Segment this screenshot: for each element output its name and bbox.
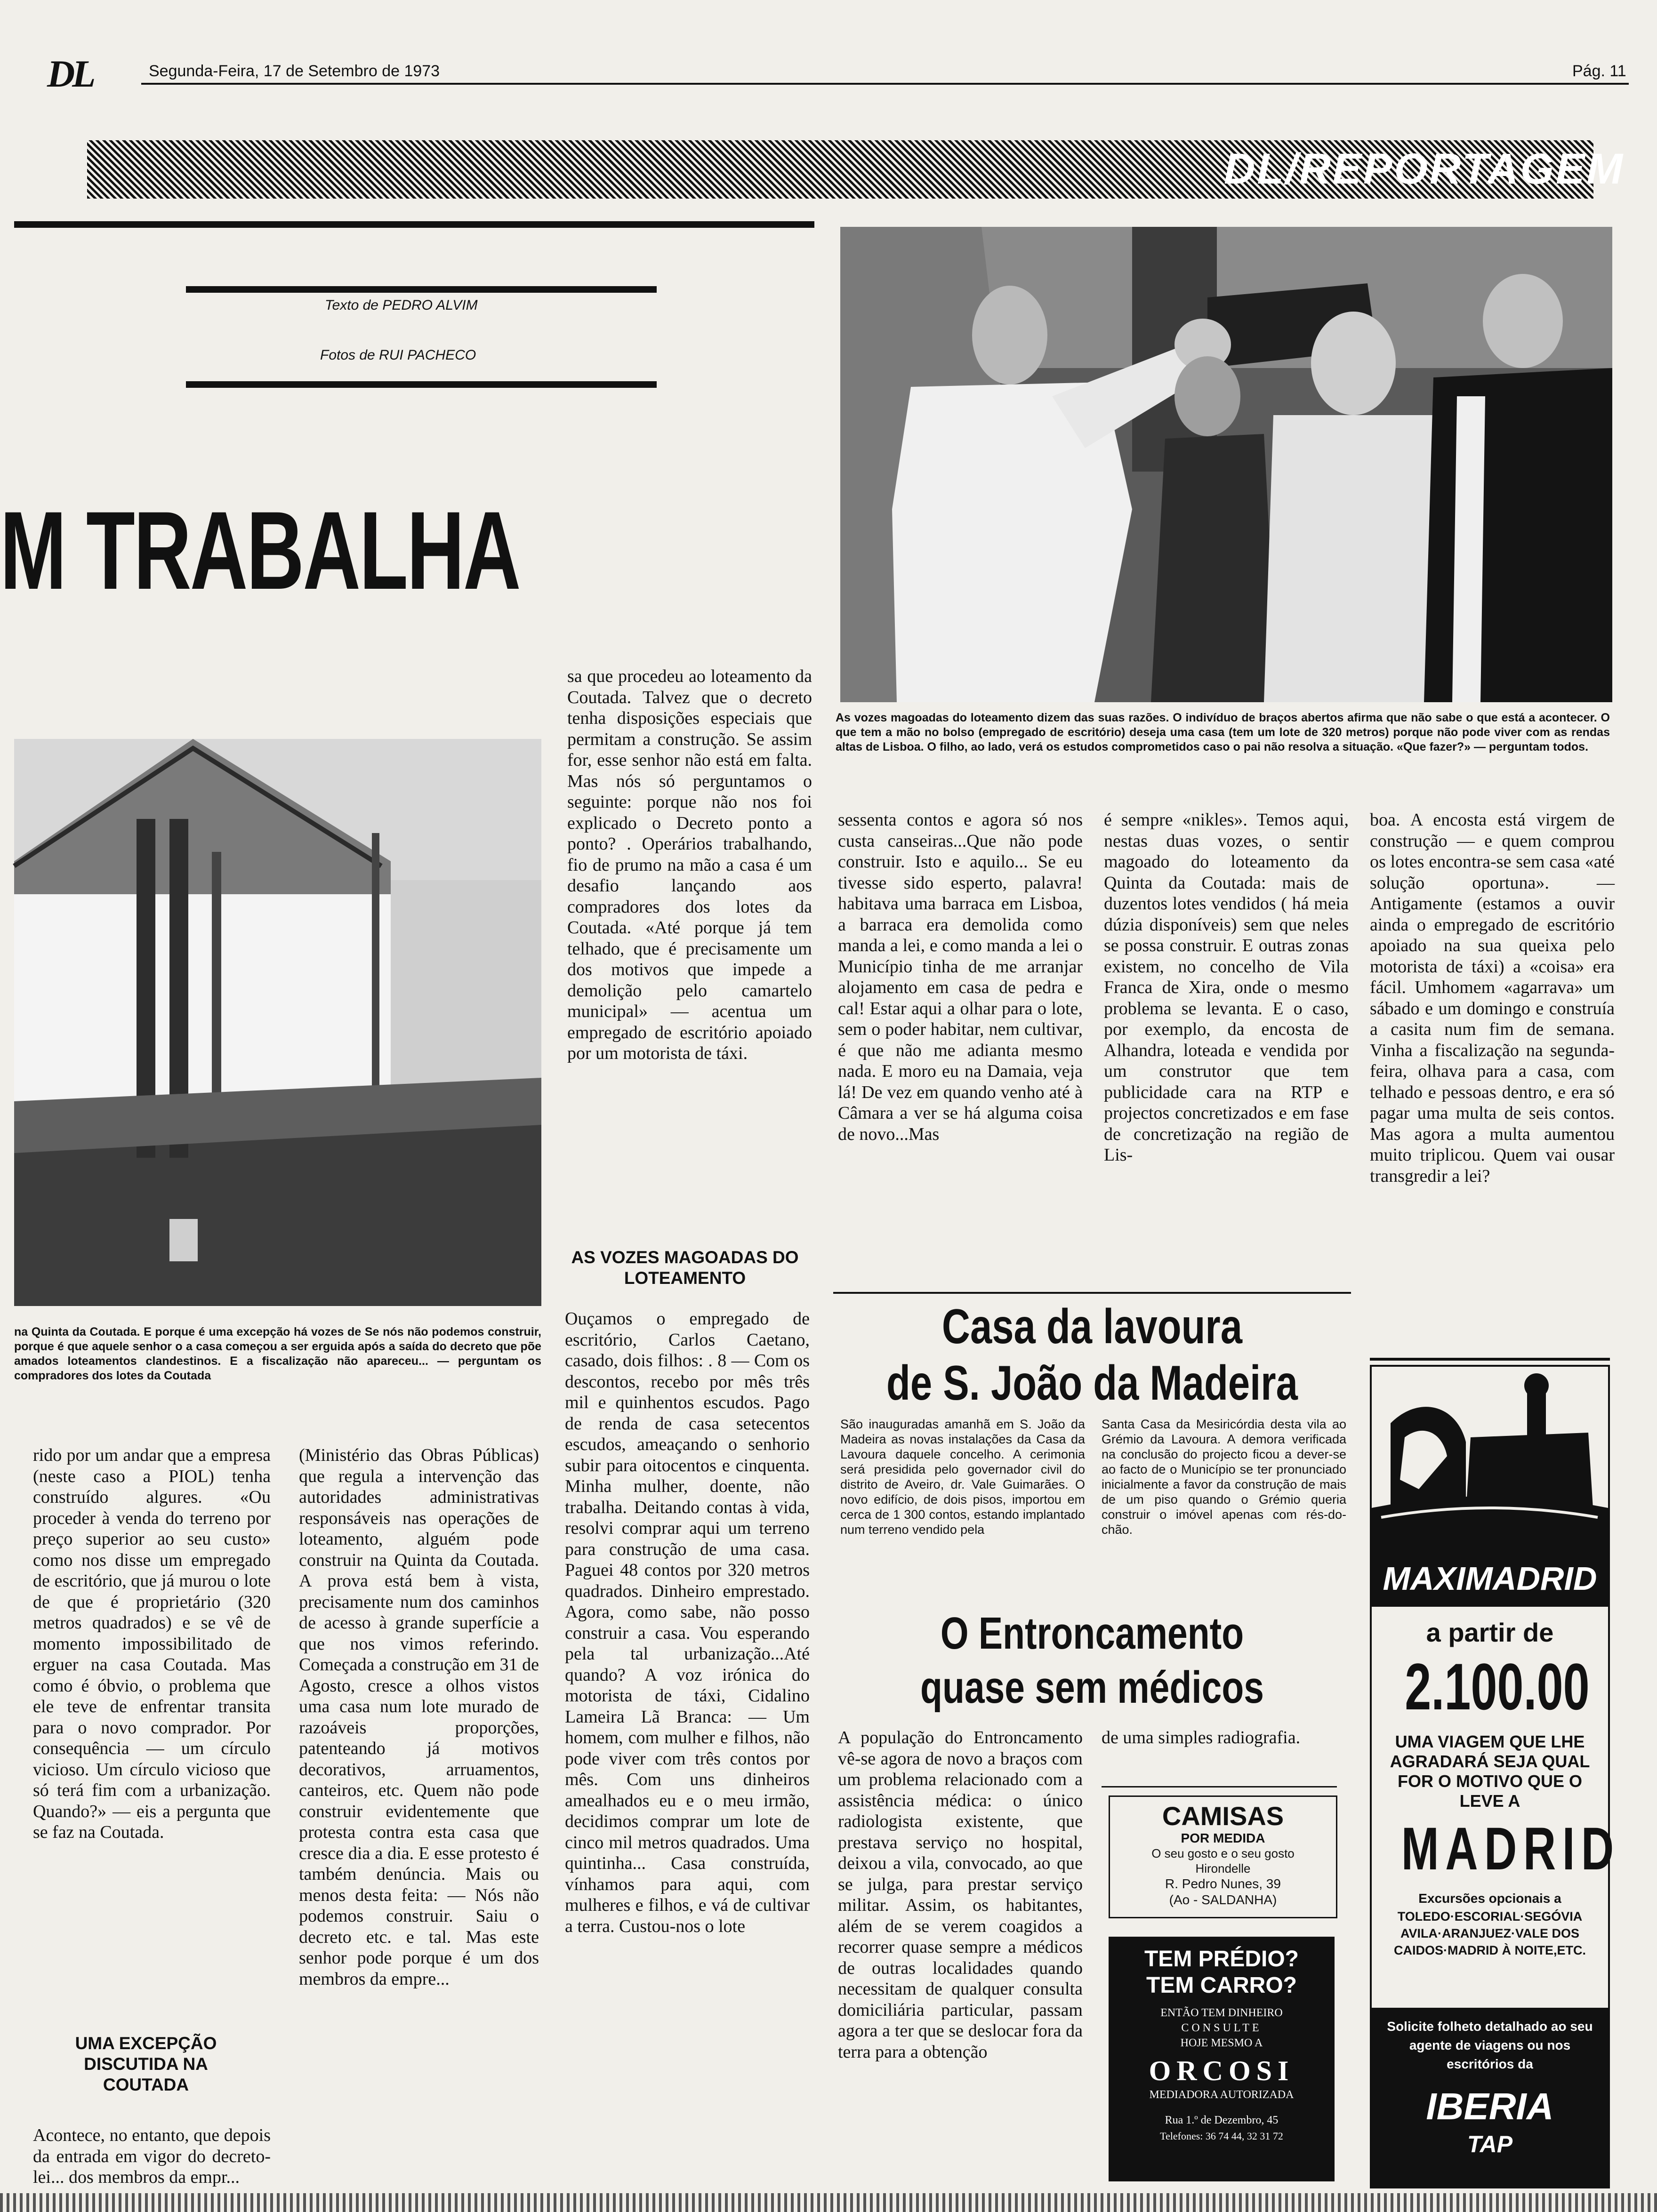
ad-iberia-tagline: UMA VIAGEM QUE LHE AGRADARÁ SEJA QUAL FOR O MOTIVO QUE O LEVE A [1390,1732,1590,1811]
photo-caption-top: As vozes magoadas do loteamento dizem das suas razões. O indivíduo de braços abertos afirma que não sabe o que está a acontecer. O que tem a mão no bolso (empregado de escritório) deseja uma casa (tem um lote de 320 metros) porque não pode viver com as rendas altas de Lisboa. O filho, ao lado, verá os estudos comprometidos caso o pai não resolva a situação. «Que fazer?» — perguntam todos. [836,711,1610,753]
entroncamento-column-rule [1102,1786,1337,1787]
ad-orcosi-address: Rua 1.º de Dezembro, 45 [1165,2114,1279,2126]
lavoura-title-1: Casa da lavoura [941,1299,1243,1354]
lavoura-title-2: de S. João da Madeira [886,1356,1298,1411]
page-bottom-border [0,2193,1657,2212]
iberia-ad-rule [1370,1358,1610,1361]
ad-orcosi-line4: CONSULTE [1181,2022,1262,2034]
lavoura-column-b: Santa Casa da Mesiricórdia desta vila ao Grémio da Lavoura. A demora verificada na conclusão do projecto ficou a dever-se ao facto de o Município se ter pronunciado inicialmente a favor da construção de mais de um piso quando o Grémio queria construir o imóvel apenas com rés-do-chão. [1102,1417,1346,1537]
article-column-bottom-1b: Acontece, no entanto, que depois da entrada em vigor do decreto-lei... dos membros da empr... [33,2125,271,2187]
photo-caption-house: na Quinta da Coutada. E porque é uma excepção há vozes de Se nós não podemos construir, porque é que aquele senhor o a casa começou a ser erguida após a saída do decreto que põe amados loteamentos clandestinos. E a fiscalização não apareceu... — perguntam os compradores dos lotes da Coutada [14,1325,541,1382]
masthead-rule [141,83,1629,85]
entroncamento-title-1: O Entroncamento [940,1608,1244,1659]
article-column-6: boa. A encosta está virgem de construção — e quem comprou os lotes encontra-se sem casa «até solução oportuna». — Antigamente (estamos a ouvir ainda o empregado de escritório apoiado na sua queixa pelo motorista de táxi) a «coisa» era fácil. Umhomem «agarrava» um sábado e um domingo e construía a casita num fim de semana. Vinha a fiscalização na segunda-feira, olhava para a casa, com telhado e pessoas dentro, e era só pagar uma multa de seis contos. Mas agora a multa aumentou muito triplicou. Quem vai ousar transgredir a lei? [1370,810,1615,1186]
subhead-uma-excepcao: UMA EXCEPÇÃO DISCUTIDA NA COUTADA [75,2034,217,2094]
ad-camisas-title: CAMISAS [1162,1801,1284,1831]
ad-camisas [1109,1795,1337,1918]
photo-house-construction [14,739,541,1306]
ad-orcosi-name: ORCOSI [1149,2055,1295,2086]
credit-rule-bottom [186,381,657,388]
ad-iberia-excursions-title: Excursões opcionais a [1418,1891,1561,1906]
entroncamento-column-b: de uma simples radiografia. [1102,1728,1301,1747]
ad-iberia-brand: MAXIMADRID [1372,1550,1608,1607]
lavoura-rule-top [833,1292,1351,1294]
ad-camisas-district: (Ao - SALDANHA) [1169,1892,1277,1907]
lavoura-column-a: São inauguradas amanhã em S. João da Madeira as novas instalações da Casa da Lavoura daquele concelho. A cerimonia será presidida pelo governador civil do distrito de Aveiro, dr. Vale Guimarães. O novo edifício, de dois pisos, importou em cerca de 1 300 contos, estando implantado num terreno vendido pela [840,1417,1085,1537]
issue-date: Segunda-Feira, 17 de Setembro de 1973 [149,62,440,80]
ad-iberia-from: a partir de [1426,1618,1554,1647]
ad-orcosi-line6: MEDIADORA AUTORIZADA [1149,2089,1294,2101]
photo-credit: Fotos de RUI PACHECO [320,347,476,363]
ad-camisas-sub: POR MEDIDA [1181,1831,1265,1845]
ad-orcosi-phones: Telefones: 36 74 44, 32 31 72 [1160,2130,1283,2142]
ad-iberia-cta: Solicite folheto detalhado ao seu agente de viagens ou nos escritórios da [1387,2019,1593,2071]
ad-orcosi-line2: TEM CARRO? [1146,1973,1297,1998]
ad-orcosi-line3: ENTÃO TEM DINHEIRO [1160,2007,1283,2019]
article-column-bottom-2: (Ministério das Obras Públicas) que regula a intervenção das autoridades administrativas responsáveis nas operações de loteamento, alguém pode construir na Quinta da Coutada. A prova está bem à vista, precisamente num dos caminhos de acesso à grande superfície a que nos vimos referindo. Começada a construção em 31 de Agosto, cresce a olhos vistos uma casa num lote murado de razoáveis proporções, patenteando já motivos decorativos, arruamentos, canteiros, etc. Quem não pode construir evidentemente que protesta contra esta casa que cresce dia a dia. E esse protesto é também denúncia. Mais ou menos desta feita: — Nós não podemos construir. Saiu o decreto etc. e tal. Mas este senhor pode porque é um dos membros da empre... [299,1445,539,1989]
text-credit: Texto de PEDRO ALVIM [325,297,478,313]
entroncamento-title-2: quase sem médicos [920,1662,1264,1713]
page-number: Pág. 11 [1572,62,1626,80]
article-column-bottom-1: rido por um andar que a empresa (neste caso a PIOL) tenha construído algures. «Ou proceder à venda do terreno por preço superior ao seu custo» como nos disse um empregado de escritório, que já murou o lote de que é proprietário (320 metros quadrados) e se vê de momento impossibilitado de erguer na casa Coutada. Mas como é óbvio, o problema que ele teve de enfrentar transita para o novo comprador. Por consequência — um círculo vicioso. Um círculo vicioso que só terá fim com a urbanização. Quando?» — eis a pergunta que se faz na Coutada. [33,1445,271,1842]
photo-people [840,227,1612,702]
iberia-logo: IBERIA [1426,2085,1554,2127]
left-top-rule [14,221,814,228]
entroncamento-column-a: A população do Entroncamento vê-se agora de novo a braços com um problema relacionado com a assistência médica: o único radiologista existente, que prestava serviço no hospital, deixou a vila, convocado, ao que se julga, para prestar serviço militar. Assim, os habitantes, além de se verem coagidos a recorrer quase sempre a médicos de outras localidades quando necessitam de qualquer consulta domiciliária particular, passam agora a ter que se deslocar fora da terra para a obtenção [838,1728,1083,2062]
ad-camisas-line2: Hirondelle [1195,1861,1251,1875]
article-column-top: sa que procedeu ao loteamento da Coutada. Talvez que o decreto tenha disposições especiais que permitam a construção. Se assim for, esse senhor não está em falta. Mas nós só perguntamos o seguinte: porque não nos foi explicado o Decreto ponto a ponto? . Operários trabalhando, fio de prumo na mão a casa é um desafio lançando aos compradores dos lotes da Coutada. «Até porque já tem telhado, que é precisamente um dos motivos que impede a demolição pelo camartelo municipal» — acentua um empregado de escritório apoiado por um motorista de táxi. [567,666,812,1063]
ad-iberia-cta-box [1372,2008,1608,2187]
section-banner-title: DL/REPORTAGEM [1224,145,1625,193]
ad-camisas-address: R. Pedro Nunes, 39 [1165,1876,1281,1891]
cibeles-fountain-illustration [1372,1367,1608,1550]
newspaper-logo: DL [47,52,93,95]
ad-iberia-excursions-list: TOLEDO·ESCORIAL·SEGÓVIA AVILA·ARANJUEZ·VALE DOS CAIDOS·MADRID À NOITE,ETC. [1394,1909,1586,1957]
ad-iberia-price: 2.100.00 [1405,1650,1590,1723]
ad-orcosi-line5: HOJE MESMO A [1180,2037,1263,2049]
ad-orcosi-line1: TEM PRÉDIO? [1144,1947,1299,1972]
ad-iberia [1370,1365,1620,2188]
article-column-3: Ouçamos o empregado de escritório, Carlos Caetano, casado, dois filhos: . 8 — Com os descontos, recebo por mês três mil e quinhentos escudos. Pago de renda de casa setecentos escudos, ameaçando o senhorio subir para oitocentos e cinquenta. Minha mulher, doente, não trabalha. Deitando contas à vida, resolvi comprar aqui um terreno para construção de uma casa. Paguei 48 contos por 320 metros quadrados. Dinheiro emprestado. Agora, como sabe, não posso construir a casa. Vou esperando pela tal urbanização...Até quando? A voz irónica do motorista de táxi, Cidalino Lameira Lã Branca: — Um homem, com mulher e filhos, não pode viver com três contos por mês. Com uns dinheiros amealhados eu e o meu irmão, decidimos comprar um lote de cinco mil metros quadrados. Uma quintinha... Casa construída, vínhamos para aqui, com mulheres e filhos, e vá de cultivar a terra. Custou-nos o lote [565,1309,810,1936]
ad-camisas-line1: O seu gosto e o seu gosto [1151,1846,1295,1860]
article-column-4: sessenta contos e agora só nos custa canseiras...Que não pode construir. Isto e aquilo... Se eu tivesse sido esperto, palavra! habitava uma barraca em Lisboa, a barraca era demolida como manda a lei, e como manda a lei o Município tinha de me arranjar alojamento em casa de pedra e cal! Estar aqui a olhar para o lote, sem o poder habitar, nem cultivar, é que não me adianta mesmo nada. E moro eu na Damaia, veja lá! De vez em quando venho até à Câmara a ver se há alguma coisa de novo...Mas [838,810,1083,1144]
tap-logo: TAP [1467,2131,1513,2157]
article-headline: M TRABALHA [0,489,520,613]
ad-iberia-city: MADRID [1401,1815,1620,1883]
article-column-5: é sempre «nikles». Temos aqui, nestas duas vozes, o sentir magoado do loteamento da Quinta da Coutada: mais de duzentos lotes vendidos ( há meia dúzia disponíveis) sem que neles se possa construir. E outras zonas existem, no concelho de Vila Franca de Xira, onde o mesmo problema se levanta. E o caso, por exemplo, da encosta de Alhandra, loteada e vendida por um construtor que tem publicidade cara na RTP e projectos concretizados e em fase de concretização na região de Lis- [1104,810,1349,1165]
subhead-vozes-magoadas: AS VOZES MAGOADAS DO LOTEAMENTO [571,1248,799,1288]
ad-orcosi [1109,1937,1335,2181]
credit-rule-top [186,286,657,293]
